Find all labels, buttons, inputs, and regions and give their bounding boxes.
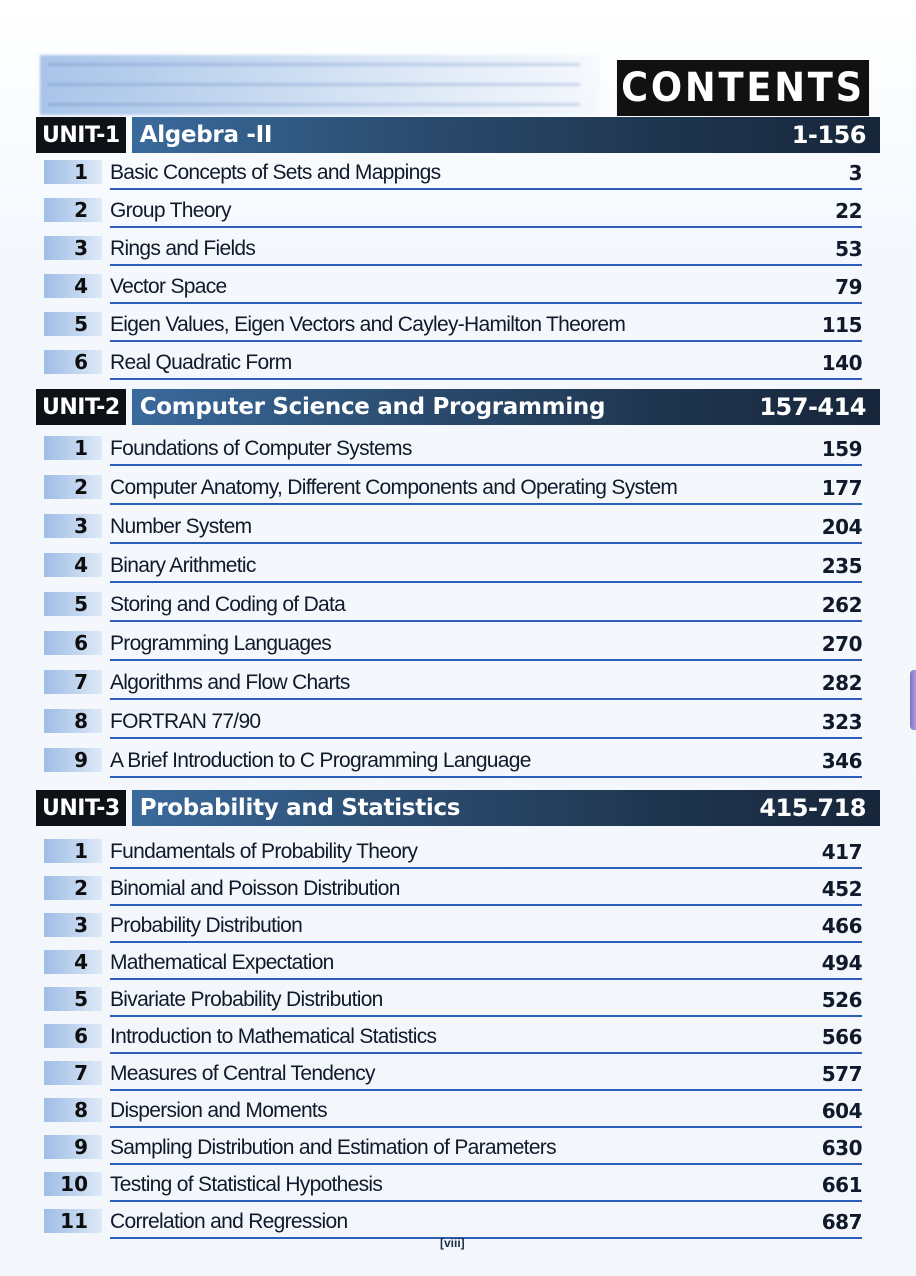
chapter-title: Foundations of Computer Systems xyxy=(110,437,412,460)
toc-row[interactable] xyxy=(44,664,862,700)
toc-row[interactable] xyxy=(44,508,862,544)
chapter-title: Fundamentals of Probability Theory xyxy=(110,840,418,863)
page-title: CONTENTS xyxy=(617,60,869,116)
unit-title-bar xyxy=(132,117,880,153)
chapter-page: 282 xyxy=(821,671,862,695)
chapter-page: 604 xyxy=(821,1099,862,1123)
toc-row[interactable] xyxy=(44,870,862,906)
chapter-number: 4 xyxy=(44,274,102,298)
chapter-number: 3 xyxy=(44,514,102,538)
unit-title: Algebra -II xyxy=(139,122,273,148)
chapter-page: 577 xyxy=(821,1062,862,1086)
toc-row[interactable] xyxy=(44,1203,862,1239)
unit-header-2 xyxy=(36,389,880,425)
chapter-page: 566 xyxy=(821,1025,862,1049)
chapter-page: 346 xyxy=(821,749,862,773)
page-number: [viii] xyxy=(440,1236,465,1250)
chapter-title: Sampling Distribution and Estimation of Parameters xyxy=(110,1136,556,1159)
chapter-number: 9 xyxy=(44,748,102,772)
chapter-title: Binomial and Poisson Distribution xyxy=(110,877,400,900)
chapter-title: Bivariate Probability Distribution xyxy=(110,988,383,1011)
chapter-number: 6 xyxy=(44,350,102,374)
chapter-title: Vector Space xyxy=(110,275,227,298)
chapter-page: 526 xyxy=(821,988,862,1012)
unit-label: UNIT-3 xyxy=(36,790,126,826)
chapter-page: 466 xyxy=(821,914,862,938)
chapter-title: Real Quadratic Form xyxy=(110,351,292,374)
chapter-page: 177 xyxy=(821,476,862,500)
toc-row[interactable] xyxy=(44,344,862,380)
chapter-number: 4 xyxy=(44,553,102,577)
chapter-page: 452 xyxy=(821,877,862,901)
toc-row[interactable] xyxy=(44,430,862,466)
toc-row[interactable] xyxy=(44,469,862,505)
chapter-number: 7 xyxy=(44,1061,102,1085)
toc-row[interactable] xyxy=(44,268,862,304)
chapter-page: 417 xyxy=(821,840,862,864)
chapter-title: Probability Distribution xyxy=(110,914,303,937)
unit-label: UNIT-1 xyxy=(36,117,126,153)
chapter-page: 204 xyxy=(821,515,862,539)
chapter-page: 53 xyxy=(835,237,862,261)
toc-row[interactable] xyxy=(44,154,862,190)
chapter-page: 140 xyxy=(821,351,862,375)
chapter-number: 4 xyxy=(44,950,102,974)
chapter-title: Computer Anatomy, Different Components and Operating System xyxy=(110,476,678,499)
unit-page-range: 1-156 xyxy=(791,121,866,149)
chapter-title: Basic Concepts of Sets and Mappings xyxy=(110,161,441,184)
chapter-title: Dispersion and Moments xyxy=(110,1099,327,1122)
unit-label: UNIT-2 xyxy=(36,389,126,425)
toc-row[interactable] xyxy=(44,586,862,622)
chapter-title: Algorithms and Flow Charts xyxy=(110,671,350,694)
chapter-number: 6 xyxy=(44,1024,102,1048)
chapter-page: 661 xyxy=(821,1173,862,1197)
chapter-number: 8 xyxy=(44,709,102,733)
toc-row[interactable] xyxy=(44,742,862,778)
toc-row[interactable] xyxy=(44,230,862,266)
chapter-title: Measures of Central Tendency xyxy=(110,1062,375,1085)
chapter-number: 11 xyxy=(44,1209,102,1233)
chapter-page: 494 xyxy=(821,951,862,975)
chapter-page: 323 xyxy=(821,710,862,734)
chapter-number: 2 xyxy=(44,198,102,222)
chapter-title: Rings and Fields xyxy=(110,237,256,260)
unit-title: Computer Science and Programming xyxy=(139,394,606,420)
chapter-page: 687 xyxy=(821,1210,862,1234)
chapter-number: 5 xyxy=(44,987,102,1011)
unit-title-bar xyxy=(132,389,880,425)
toc-row[interactable] xyxy=(44,1018,862,1054)
toc-row[interactable] xyxy=(44,1055,862,1091)
chapter-title: Testing of Statistical Hypothesis xyxy=(110,1173,383,1196)
chapter-page: 262 xyxy=(821,593,862,617)
chapter-number: 6 xyxy=(44,631,102,655)
toc-row[interactable] xyxy=(44,907,862,943)
toc-row[interactable] xyxy=(44,306,862,342)
toc-row[interactable] xyxy=(44,833,862,869)
toc-row[interactable] xyxy=(44,1129,862,1165)
chapter-number: 1 xyxy=(44,436,102,460)
chapter-title: Binary Arithmetic xyxy=(110,554,256,577)
chapter-number: 8 xyxy=(44,1098,102,1122)
chapter-title: Mathematical Expectation xyxy=(110,951,334,974)
chapter-title: Introduction to Mathematical Statistics xyxy=(110,1025,437,1048)
toc-row[interactable] xyxy=(44,944,862,980)
chapter-number: 5 xyxy=(44,312,102,336)
chapter-page: 22 xyxy=(835,199,862,223)
chapter-page: 115 xyxy=(821,313,862,337)
chapter-number: 1 xyxy=(44,160,102,184)
page-edge-tab xyxy=(910,670,916,730)
chapter-number: 9 xyxy=(44,1135,102,1159)
toc-row[interactable] xyxy=(44,1166,862,1202)
toc-row[interactable] xyxy=(44,703,862,739)
chapter-number: 1 xyxy=(44,839,102,863)
unit-header-1 xyxy=(36,117,880,153)
chapter-title: Storing and Coding of Data xyxy=(110,593,346,616)
toc-row[interactable] xyxy=(44,1092,862,1128)
chapter-number: 10 xyxy=(44,1172,102,1196)
unit-title-bar xyxy=(132,790,880,826)
unit-title: Probability and Statistics xyxy=(139,795,461,821)
chapter-page: 235 xyxy=(821,554,862,578)
chapter-title: Programming Languages xyxy=(110,632,332,655)
chapter-title: Group Theory xyxy=(110,199,231,222)
unit-page-range: 157-414 xyxy=(759,393,866,421)
chapter-number: 7 xyxy=(44,670,102,694)
show-through-text xyxy=(40,55,600,115)
chapter-number: 3 xyxy=(44,236,102,260)
chapter-title: Number System xyxy=(110,515,252,538)
chapter-title: FORTRAN 77/90 xyxy=(110,710,261,733)
chapter-title: Eigen Values, Eigen Vectors and Cayley-Hamilton Theorem xyxy=(110,313,626,336)
chapter-title: Correlation and Regression xyxy=(110,1210,348,1233)
chapter-page: 630 xyxy=(821,1136,862,1160)
chapter-page: 159 xyxy=(821,437,862,461)
chapter-page: 79 xyxy=(835,275,862,299)
toc-row[interactable] xyxy=(44,547,862,583)
toc-row[interactable] xyxy=(44,625,862,661)
chapter-number: 3 xyxy=(44,913,102,937)
chapter-number: 2 xyxy=(44,876,102,900)
chapter-page: 270 xyxy=(821,632,862,656)
chapter-page: 3 xyxy=(848,161,862,185)
unit-page-range: 415-718 xyxy=(759,794,866,822)
chapter-number: 5 xyxy=(44,592,102,616)
toc-row[interactable] xyxy=(44,981,862,1017)
chapter-title: A Brief Introduction to C Programming Language xyxy=(110,749,531,772)
toc-row[interactable] xyxy=(44,192,862,228)
chapter-number: 2 xyxy=(44,475,102,499)
unit-header-3 xyxy=(36,790,880,826)
